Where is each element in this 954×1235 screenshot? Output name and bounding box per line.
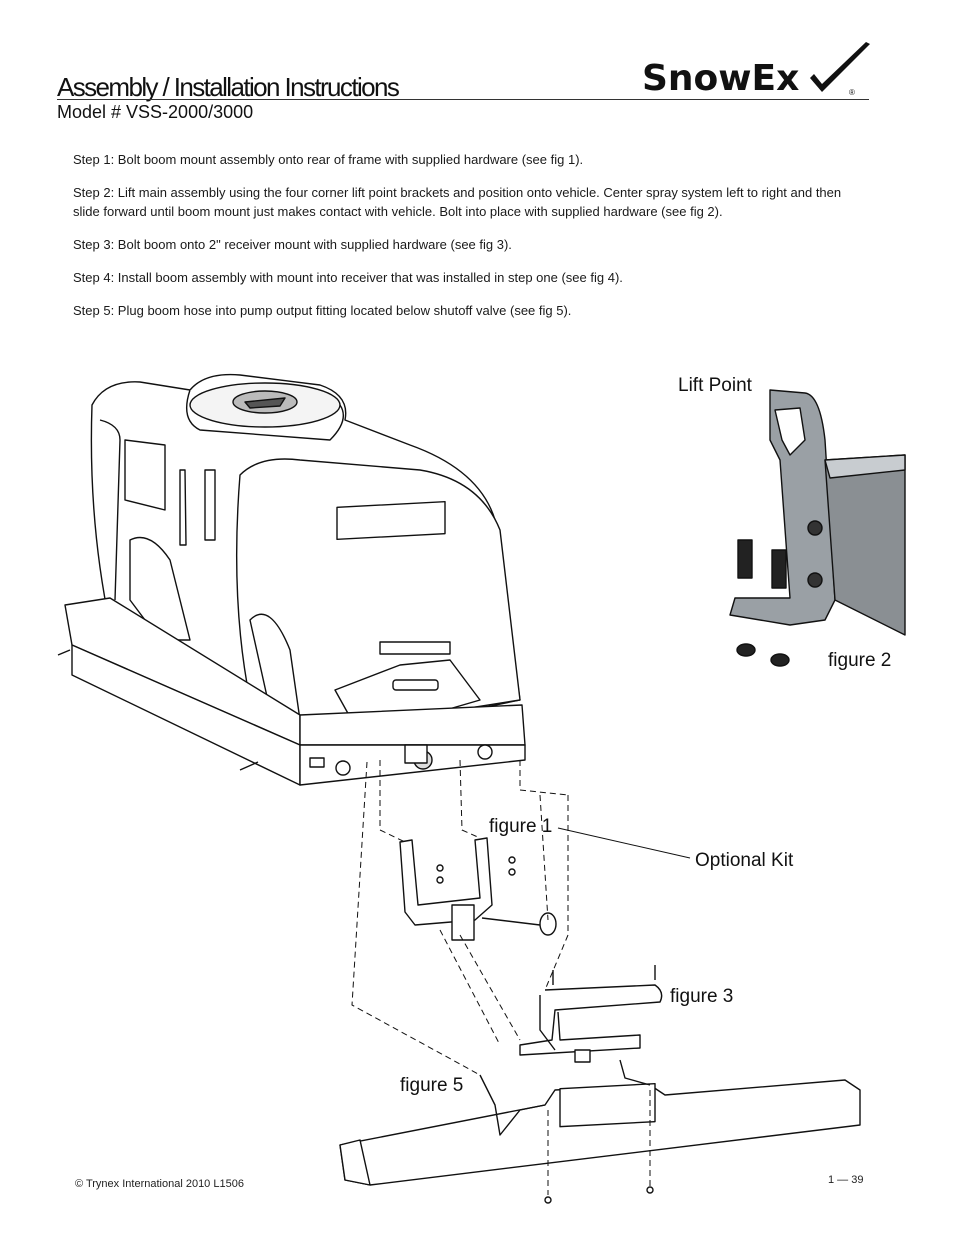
page-title: Assembly / Installation Instructions [57, 72, 399, 102]
logo-registered-mark: ® [849, 88, 855, 97]
step-2: Step 2: Lift main assembly using the four corner lift point brackets and position onto vehicle. Center spray system left to right and then slide forward until boom mount just makes contact with vehicle. Bolt into place with supplied hardware (see fig 2). [73, 185, 842, 219]
figure-1-label: figure 1 [489, 816, 553, 837]
step-4: Step 4: Install boom assembly with mount into receiver that was installed in step one (see fig 4). [73, 270, 623, 285]
instruction-steps [73, 150, 863, 334]
assembly-diagram [0, 360, 954, 1220]
receiver-mount [400, 838, 556, 940]
lift-point-bracket [730, 390, 905, 666]
logo-check-icon [810, 42, 870, 92]
figure-2-label: figure 2 [828, 650, 892, 671]
step-3: Step 3: Bolt boom onto 2" receiver mount with supplied hardware (see fig 3). [73, 237, 512, 252]
logo-text: SnowEx [642, 58, 800, 99]
model-number: Model # VSS-2000/3000 [57, 102, 254, 122]
snowex-logo [640, 40, 872, 100]
boom-mount [520, 965, 662, 1062]
page-number: 1 — 39 [828, 1174, 864, 1186]
lift-point-label: Lift Point [678, 375, 752, 396]
optional-kit-label: Optional Kit [695, 850, 794, 871]
figure-3-label: figure 3 [670, 986, 734, 1007]
optional-kit-leader [558, 828, 690, 858]
figure-5-label: figure 5 [400, 1075, 464, 1096]
step-1: Step 1: Bolt boom mount assembly onto rear of frame with supplied hardware (see fig 1). [73, 152, 584, 167]
copyright-footer: © Trynex International 2010 L1506 [75, 1178, 244, 1190]
step-5: Step 5: Plug boom hose into pump output fitting located below shutoff valve (see fig 5). [73, 303, 572, 318]
